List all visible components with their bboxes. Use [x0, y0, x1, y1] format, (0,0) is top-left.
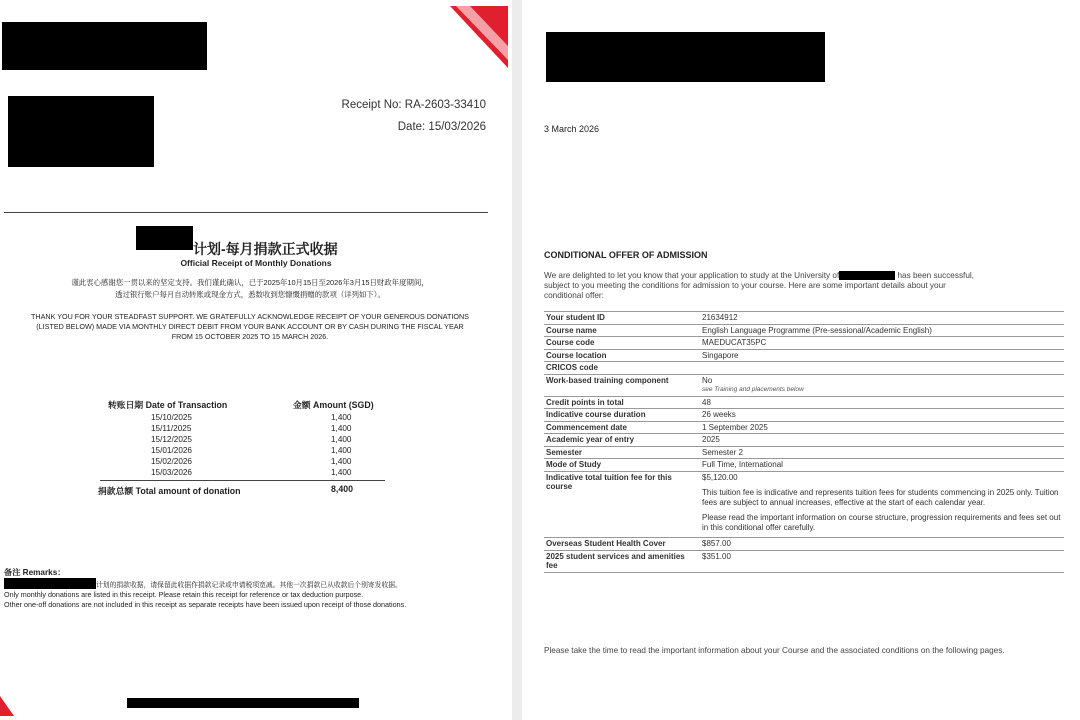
thanks-para-zh-1: 谨此衷心感谢您一贯以来的坚定支持。我们谨此确认，已于2025年10月15日至2026年3月15日财政年度期间， — [71, 278, 429, 287]
redacted-university-name — [839, 271, 895, 280]
redacted-university-header — [546, 32, 825, 82]
thanks-para-en-3: FROM 15 OCTOBER 2025 TO 15 MARCH 2026. — [171, 332, 329, 341]
table-row — [544, 459, 1064, 472]
table-row — [544, 362, 1064, 375]
row-value: English Language Programme (Pre-sessional/Academic English) — [700, 324, 1064, 337]
row-label: Credit points in total — [544, 396, 700, 409]
redacted-program-name — [136, 226, 193, 250]
row-value: 26 weeks — [700, 409, 1064, 422]
row-date: 15/11/2025 — [151, 424, 192, 433]
row-label: Commencement date — [544, 421, 700, 434]
row-label: CRICOS code — [544, 362, 700, 375]
total-label: 捐款总额 Total amount of donation — [98, 486, 241, 496]
row-value-note: see Training and placements below — [702, 386, 804, 393]
remark-en-2: Other one-off donations are not included in this receipt as separate receipts have been issued upon receipt of those donations. — [4, 600, 407, 609]
header-divider — [4, 212, 488, 213]
thanks-para-zh-2: 透过银行账户每月自动转账或现金方式，悉数收到您慷慨捐赠的款项（详列如下）。 — [115, 290, 385, 299]
donation-receipt-page — [0, 0, 512, 720]
table-row — [544, 349, 1064, 362]
row-amount: 1,400 — [331, 446, 352, 455]
col-date-header: 转账日期 Date of Transaction — [108, 400, 228, 410]
redacted-org-name — [2, 22, 207, 70]
table-row — [544, 421, 1064, 434]
row-label: Academic year of entry — [544, 434, 700, 447]
row-value: Full Time, International — [700, 459, 1064, 472]
receipt-title-en: Official Receipt of Monthly Donations — [180, 258, 332, 268]
table-row — [544, 396, 1064, 409]
table-row — [544, 471, 1064, 538]
row-amount: 1,400 — [331, 413, 352, 422]
intro-line-3: conditional offer: — [544, 291, 604, 300]
closing-paragraph: Please take the time to read the important information about your Course and the associated conditions on the following pages. — [544, 646, 1005, 655]
row-value: 1 September 2025 — [700, 421, 1064, 434]
row-label: Indicative course duration — [544, 409, 700, 422]
total-divider — [100, 480, 385, 481]
row-value — [700, 374, 1064, 396]
fee-value: $5,120.00 — [702, 472, 738, 482]
intro-part-b: has been successful, — [897, 271, 974, 280]
col-amount-header: 金额 Amount (SGD) — [293, 400, 374, 410]
remark-en-1: Only monthly donations are listed in this receipt. Please retain this receipt for reference or tax deduction purpose. — [4, 590, 364, 599]
row-value — [700, 362, 1064, 375]
row-date: 15/03/2026 — [151, 468, 192, 477]
receipt-date: Date: 15/03/2026 — [397, 121, 486, 133]
row-date: 15/01/2026 — [151, 446, 192, 455]
intro-part-a: We are delighted to let you know that your application to study at the University of — [544, 271, 840, 280]
row-value: Singapore — [700, 349, 1064, 362]
ssaf-value: $351.00 — [700, 550, 1064, 572]
remarks-heading: 备注 Remarks： — [4, 568, 66, 577]
ssaf-label: 2025 student services and amenities fee — [544, 550, 700, 572]
fee-cell — [700, 471, 1064, 538]
thanks-para-en-1: THANK YOU FOR YOUR STEADFAST SUPPORT. WE GRATEFULLY ACKNOWLEDGE RECEIPT OF YOUR GENEROUS DONATIONS — [31, 312, 469, 321]
row-amount: 1,400 — [331, 435, 352, 444]
intro-line-2: subject to you meeting the conditions for admission to your course. Here are some important details about your — [544, 281, 946, 290]
letter-date: 3 March 2026 — [544, 124, 600, 134]
thanks-para-en-2: (LISTED BELOW) MADE VIA MONTHLY DIRECT DEBIT FROM YOUR BANK ACCOUNT OR BY CASH DURING THE FISCAL YEAR — [36, 322, 464, 331]
table-row — [544, 538, 1064, 551]
row-value: 48 — [700, 396, 1064, 409]
table-row — [544, 337, 1064, 350]
oshc-value: $857.00 — [700, 538, 1064, 551]
receipt-title-zh: 计划-每月捐款正式收据 — [193, 241, 338, 257]
red-corner-accent — [450, 6, 508, 68]
intro-line-1 — [544, 271, 1054, 281]
table-row — [544, 434, 1064, 447]
row-amount: 1,400 — [331, 457, 352, 466]
table-row — [544, 409, 1064, 422]
row-value: 2025 — [700, 434, 1064, 447]
table-row — [544, 312, 1064, 325]
row-label: Work-based training component — [544, 374, 700, 396]
table-row — [544, 446, 1064, 459]
table-row — [544, 550, 1064, 572]
oshc-label: Overseas Student Health Cover — [544, 538, 700, 551]
row-value: MAEDUCAT35PC — [700, 337, 1064, 350]
row-amount: 1,400 — [331, 424, 352, 433]
row-label: Course name — [544, 324, 700, 337]
redacted-remark-name — [4, 578, 96, 589]
receipt-number: Receipt No: RA-2603-33410 — [341, 99, 486, 111]
row-date: 15/02/2026 — [151, 457, 192, 466]
row-label: Mode of Study — [544, 459, 700, 472]
remark-zh: 计划的捐款收据，请保留此收据作捐款记录或申请税项宽减。其他一次捐款已从收款后个别寄发收据。 — [96, 582, 402, 589]
fee-note-1: This tuition fee is indicative and represents tuition fees for students commencing in 2025 only. Tuition fees are subject to annual increases, effective at the start of each calendar year. — [702, 488, 1059, 507]
row-label: Course code — [544, 337, 700, 350]
total-value: 8,400 — [331, 484, 354, 494]
row-amount: 1,400 — [331, 468, 352, 477]
fee-label: Indicative total tuition fee for this course — [544, 471, 700, 538]
row-label: Course location — [544, 349, 700, 362]
fee-note-2: Please read the important information on course structure, progression requirements and fees set out in this conditional offer carefully. — [702, 513, 1061, 532]
offer-heading: CONDITIONAL OFFER OF ADMISSION — [544, 250, 708, 260]
row-value: 21634912 — [700, 312, 1064, 325]
row-value-text: No — [702, 375, 713, 385]
row-value: Semester 2 — [700, 446, 1064, 459]
row-date: 15/10/2025 — [151, 413, 192, 422]
table-row — [544, 324, 1064, 337]
red-corner-accent-bottom — [0, 696, 14, 716]
redacted-donor-address — [8, 96, 154, 167]
offer-letter-page — [522, 0, 1080, 720]
row-date: 15/12/2025 — [151, 435, 192, 444]
row-label: Your student ID — [544, 312, 700, 325]
redacted-footer — [127, 698, 359, 708]
table-row — [544, 374, 1064, 396]
row-label: Semester — [544, 446, 700, 459]
offer-details-table — [544, 311, 1064, 573]
